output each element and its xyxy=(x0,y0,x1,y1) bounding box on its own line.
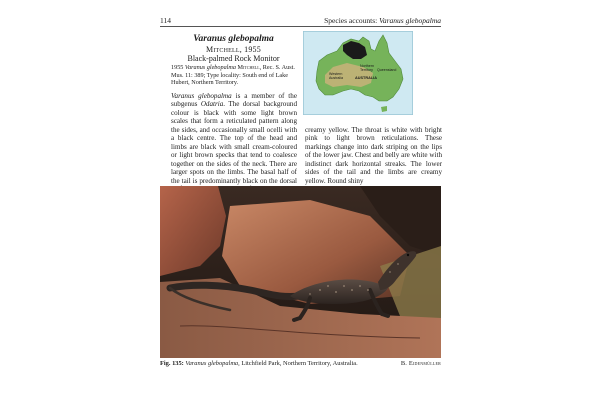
running-section: Species accounts: xyxy=(324,16,378,25)
map-label-australia: AUSTRALIA xyxy=(355,76,377,80)
original-description-reference xyxy=(171,64,298,87)
body-text-b: . The dorsal background colour is black with some light brown scales that form a reticulated pattern along the sides, and occasionally small ocelli with a black centre. The top of the head and limbs are black with small cream-coloured or light brown specks that tend to coalesce together on the sides of the neck. There are larger spots on the limbs. The basal half of the tail is predominantly black on the dorsal xyxy=(171,100,297,185)
ref-year: 1955 xyxy=(171,64,184,71)
lizard-photo xyxy=(160,186,441,358)
running-title xyxy=(324,16,441,25)
body-column-2 xyxy=(305,126,442,185)
figure-caption xyxy=(160,360,441,368)
photo-credit: B. Eidenmüller xyxy=(400,360,441,367)
ref-name: Varanus glebopalma xyxy=(184,64,236,71)
map-label-qld: Queensland xyxy=(377,68,397,72)
map-label-wa-2: Australia xyxy=(329,76,343,80)
map-label-wa-1: Western xyxy=(329,72,343,76)
body-species: Varanus glebopalma xyxy=(171,92,232,100)
body-subgenus: Odatria xyxy=(200,100,224,109)
body-column-1 xyxy=(171,92,297,193)
page-number: 114 xyxy=(160,16,171,25)
body-text-c: creamy yellow. The throat is white with bright pink to light brown reticulations. These markings change into dark striping on the lips of the lower jaw. Chest and belly are white with indistinct dark horizontal streaks. The lower sides of the tail and the limbs are creamy yellow. Round shiny xyxy=(305,126,442,185)
species-heading xyxy=(171,34,296,64)
running-species: Varanus glebopalma xyxy=(379,16,441,25)
distribution-map xyxy=(303,31,413,115)
map-tasmania xyxy=(381,106,387,112)
ref-author: Mitchell xyxy=(237,64,260,71)
species-scientific-name: Varanus glebopalma xyxy=(193,34,274,44)
caption-location: , Litchfield Park, Northern Territory, Australia. xyxy=(238,360,358,367)
species-author: Mitchell, 1955 xyxy=(206,45,261,54)
figure-label: Fig. 135: xyxy=(160,360,184,367)
map-label-nt-1: Northern xyxy=(360,64,374,68)
ref-text: , Rec. S. Aust. Mus. 11: 389; Type locality: South end of Lake Hubert, Northern Territory. xyxy=(171,64,295,87)
species-common-name: Black-palmed Rock Monitor xyxy=(187,54,280,63)
lizard-eye xyxy=(407,254,409,256)
map-label-nt-2: Territory xyxy=(360,68,373,72)
caption-species: Varanus glebopalma xyxy=(185,360,239,367)
header-rule xyxy=(160,26,441,27)
body-text-a: is a member of the subgenus xyxy=(171,92,297,109)
